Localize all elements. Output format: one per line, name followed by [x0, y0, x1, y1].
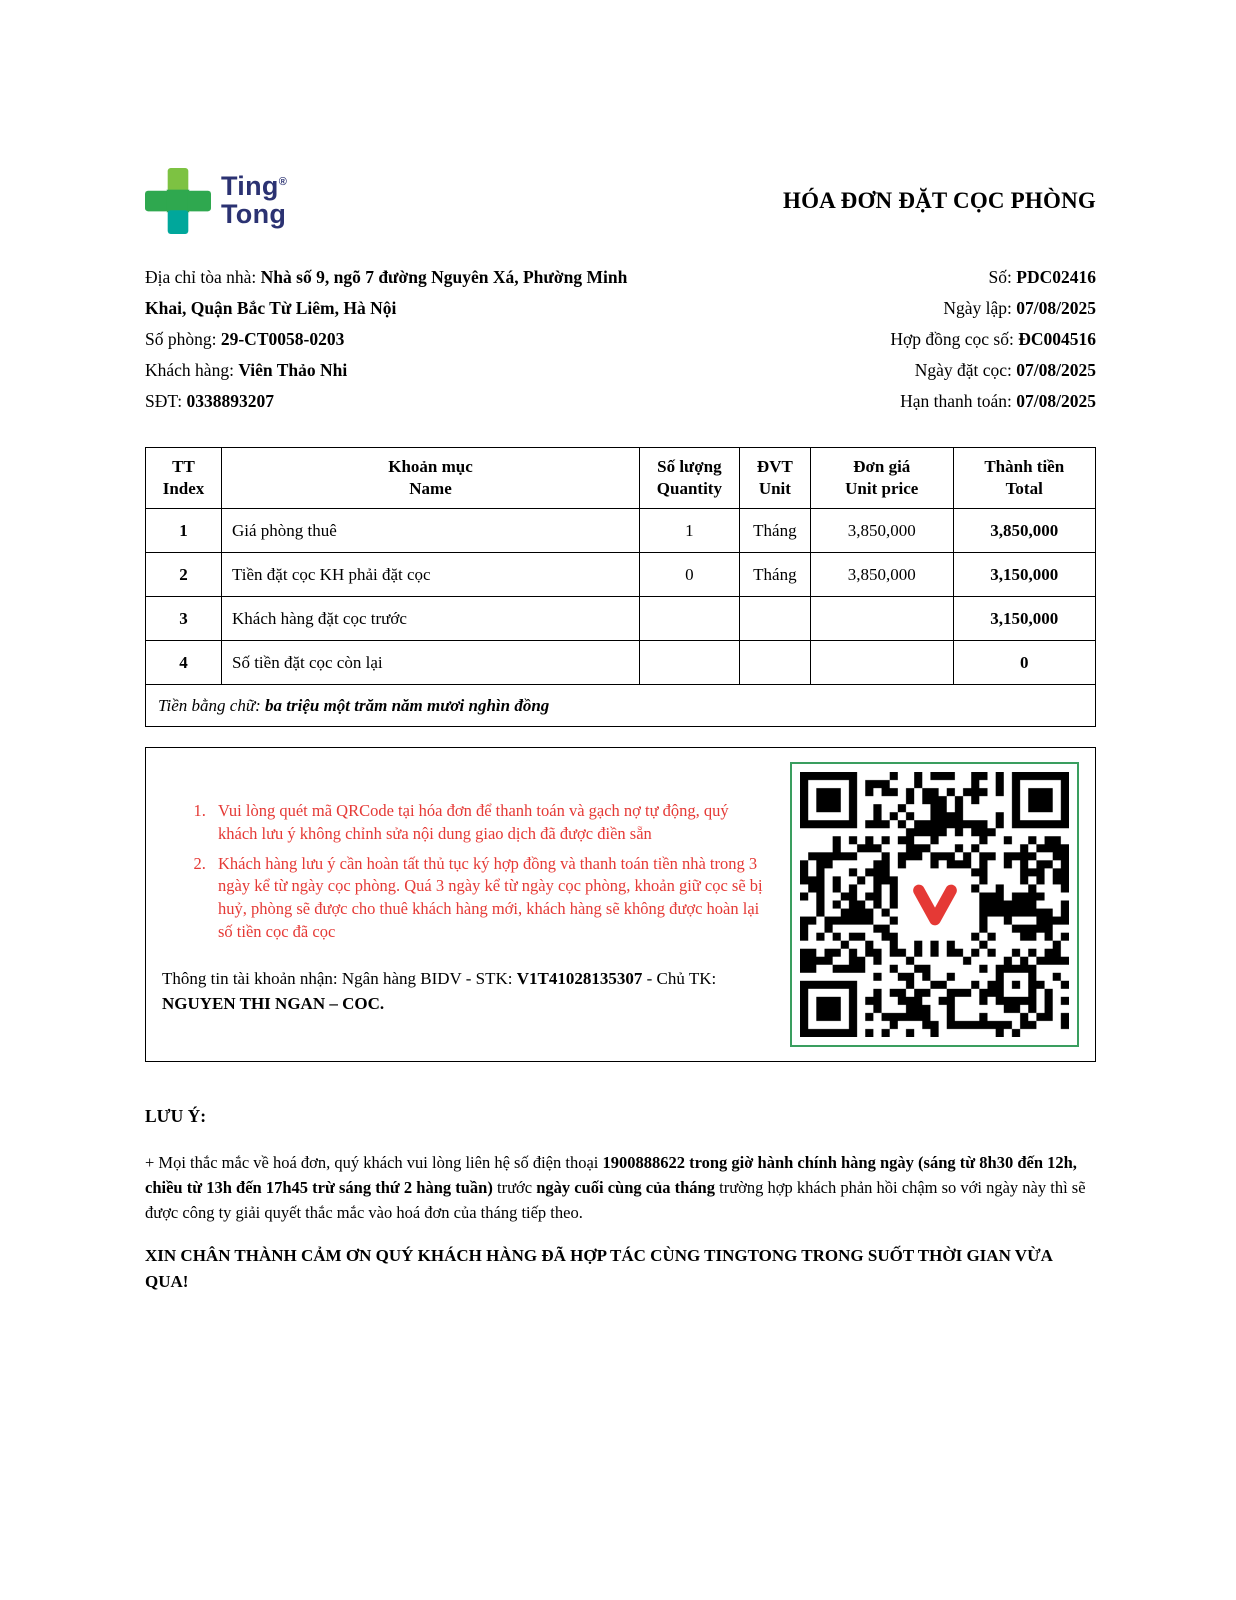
invoice-items-table [145, 447, 1096, 727]
row-total: 0 [953, 641, 1096, 685]
phone-value: 0338893207 [186, 391, 274, 411]
amount-in-words-value: ba triệu một trăm năm mươi nghìn đồng [265, 695, 550, 715]
deposit-contract-line [890, 324, 1096, 355]
row-unit: Tháng [739, 553, 810, 597]
issue-date-line [890, 293, 1096, 324]
phone-label: SĐT: [145, 391, 187, 411]
row-quantity: 0 [640, 553, 740, 597]
amount-in-words-row [146, 685, 1096, 727]
registered-mark: ® [278, 176, 288, 189]
customer-name-line [145, 355, 665, 386]
row-unit [739, 597, 810, 641]
warning-item-1: 1. Vui lòng quét mã QRCode tại hóa đơn để thanh toán và gạch nợ tự động, quý khách lưu ý không chỉnh sửa nội dung giao dịch đã được điền sẵn [210, 800, 768, 846]
issue-date-value: 07/08/2025 [1016, 298, 1096, 318]
invoice-meta [890, 262, 1096, 417]
col-header-unit-price: Đơn giá Unit price [811, 448, 954, 509]
bank-account-number: V1T41028135307 [516, 968, 643, 988]
customer-name-label: Khách hàng: [145, 360, 239, 380]
row-total: 3,150,000 [953, 553, 1096, 597]
amount-in-words [146, 685, 1096, 727]
row-unit-price [811, 597, 954, 641]
deposit-contract-value: ĐC004516 [1018, 329, 1096, 349]
tingtong-logo [145, 168, 287, 234]
room-number-line [145, 324, 665, 355]
building-address-value: Nhà số 9, ngõ 7 đường Nguyên Xá, Phường Minh Khai, Quận Bắc Từ Liêm, Hà Nội [145, 267, 628, 318]
room-number-value: 29-CT0058-0203 [220, 329, 345, 349]
logo-word-ting: Ting [221, 171, 279, 202]
row-name: Khách hàng đặt cọc trước [222, 597, 640, 641]
note-seg-2: 1900888622 trong giờ hành chính hàng ngày (sáng từ 8h30 đến 12h, chiều từ 13h đến 17h45 trừ sáng thứ 2 hàng tuần) [145, 1153, 1077, 1197]
footer-note-paragraph [145, 1151, 1096, 1225]
payment-notes [162, 762, 772, 1047]
bank-account-holder: NGUYEN THI NGAN – COC. [162, 994, 385, 1014]
row-name: Số tiền đặt cọc còn lại [222, 641, 640, 685]
table-row [146, 641, 1096, 685]
phone-line [145, 386, 665, 417]
row-unit-price [811, 641, 954, 685]
bank-account-prefix: Thông tin tài khoản nhận: Ngân hàng BIDV - STK: [162, 968, 517, 988]
deposit-date-value: 07/08/2025 [1016, 360, 1096, 380]
col-header-name: Khoản mục Name [222, 448, 640, 509]
customer-name-value: Viên Thảo Nhi [238, 360, 348, 380]
table-row [146, 509, 1096, 553]
row-unit-price: 3,850,000 [811, 553, 954, 597]
thank-you-message: XIN CHÂN THÀNH CẢM ƠN QUÝ KHÁCH HÀNG ĐÃ HỢP TÁC CÙNG TINGTONG TRONG SUỐT THỜI GIAN VỪA QUA! [145, 1246, 1052, 1291]
issue-date-label: Ngày lập: [943, 298, 1017, 318]
row-index: 4 [146, 641, 222, 685]
row-unit [739, 641, 810, 685]
bank-account-info [162, 966, 768, 1017]
col-header-unit: ĐVT Unit [739, 448, 810, 509]
payment-notes-box [145, 747, 1096, 1062]
invoice-number-value: PDC02416 [1016, 267, 1096, 287]
due-date-label: Hạn thanh toán: [900, 391, 1017, 411]
col-header-quantity: Số lượng Quantity [640, 448, 740, 509]
invoice-title: HÓA ĐƠN ĐẶT CỌC PHÒNG [782, 188, 1096, 213]
customer-info [145, 262, 665, 417]
row-index: 2 [146, 553, 222, 597]
row-quantity [640, 641, 740, 685]
warning-item-2: 2. Khách hàng lưu ý cần hoàn tất thủ tục ký hợp đồng và thanh toán tiền nhà trong 3 ngày kể từ ngày cọc phòng. Quá 3 ngày kể từ ngày cọc phòng, khoản giữ cọc sẽ bị huỷ, phòng sẽ được cho thuê khách hàng mới, khách hàng sẽ không được hoàn lại số tiền cọc đã cọc [210, 853, 768, 944]
invoice-number-line [890, 262, 1096, 293]
deposit-date-label: Ngày đặt cọc: [914, 360, 1017, 380]
bank-account-mid: - Chủ TK: [642, 968, 717, 988]
row-quantity: 1 [640, 509, 740, 553]
row-index: 3 [146, 597, 222, 641]
table-header [146, 448, 1096, 509]
deposit-contract-label: Hợp đồng cọc số: [890, 329, 1019, 349]
building-address-label: Địa chỉ tòa nhà: [145, 267, 261, 287]
row-quantity [640, 597, 740, 641]
row-unit-price: 3,850,000 [811, 509, 954, 553]
footer [145, 1106, 1096, 1294]
row-total: 3,150,000 [953, 597, 1096, 641]
note-seg-3: trước [492, 1177, 537, 1197]
note-seg-1: + Mọi thắc mắc về hoá đơn, quý khách vui lòng liên hệ số điện thoại [145, 1153, 603, 1173]
building-address-line [145, 262, 665, 324]
row-name: Tiền đặt cọc KH phải đặt cọc [222, 553, 640, 597]
row-unit: Tháng [739, 509, 810, 553]
invoice-number-label: Số: [988, 267, 1017, 287]
col-header-total: Thành tiền Total [953, 448, 1096, 509]
row-name: Giá phòng thuê [222, 509, 640, 553]
logo-word-tong: Tong [221, 199, 287, 229]
header [145, 168, 1096, 234]
due-date-line [890, 386, 1096, 417]
tingtong-cross-icon [145, 168, 211, 234]
table-row [146, 597, 1096, 641]
invoice-info [145, 262, 1096, 417]
amount-in-words-label: Tiền bằng chữ: [158, 695, 266, 715]
row-total: 3,850,000 [953, 509, 1096, 553]
col-header-index: TT Index [146, 448, 222, 509]
qr-pattern [800, 772, 1069, 1037]
note-seg-4: ngày cuối cùng của tháng [536, 1177, 715, 1197]
table-row [146, 553, 1096, 597]
deposit-date-line [890, 355, 1096, 386]
footer-note-title: LƯU Ý: [145, 1106, 207, 1127]
note-seg-5: trường hợp khách phản hồi chậm so với ngày này thì sẽ được công ty giải quyết thắc mắc vào hoá đơn của tháng tiếp theo. [145, 1177, 1086, 1222]
payment-warning-list [162, 762, 768, 944]
room-number-label: Số phòng: [145, 329, 221, 349]
payment-qr-code [790, 762, 1079, 1047]
logo-wordmark [221, 173, 287, 228]
row-index: 1 [146, 509, 222, 553]
due-date-value: 07/08/2025 [1016, 391, 1096, 411]
